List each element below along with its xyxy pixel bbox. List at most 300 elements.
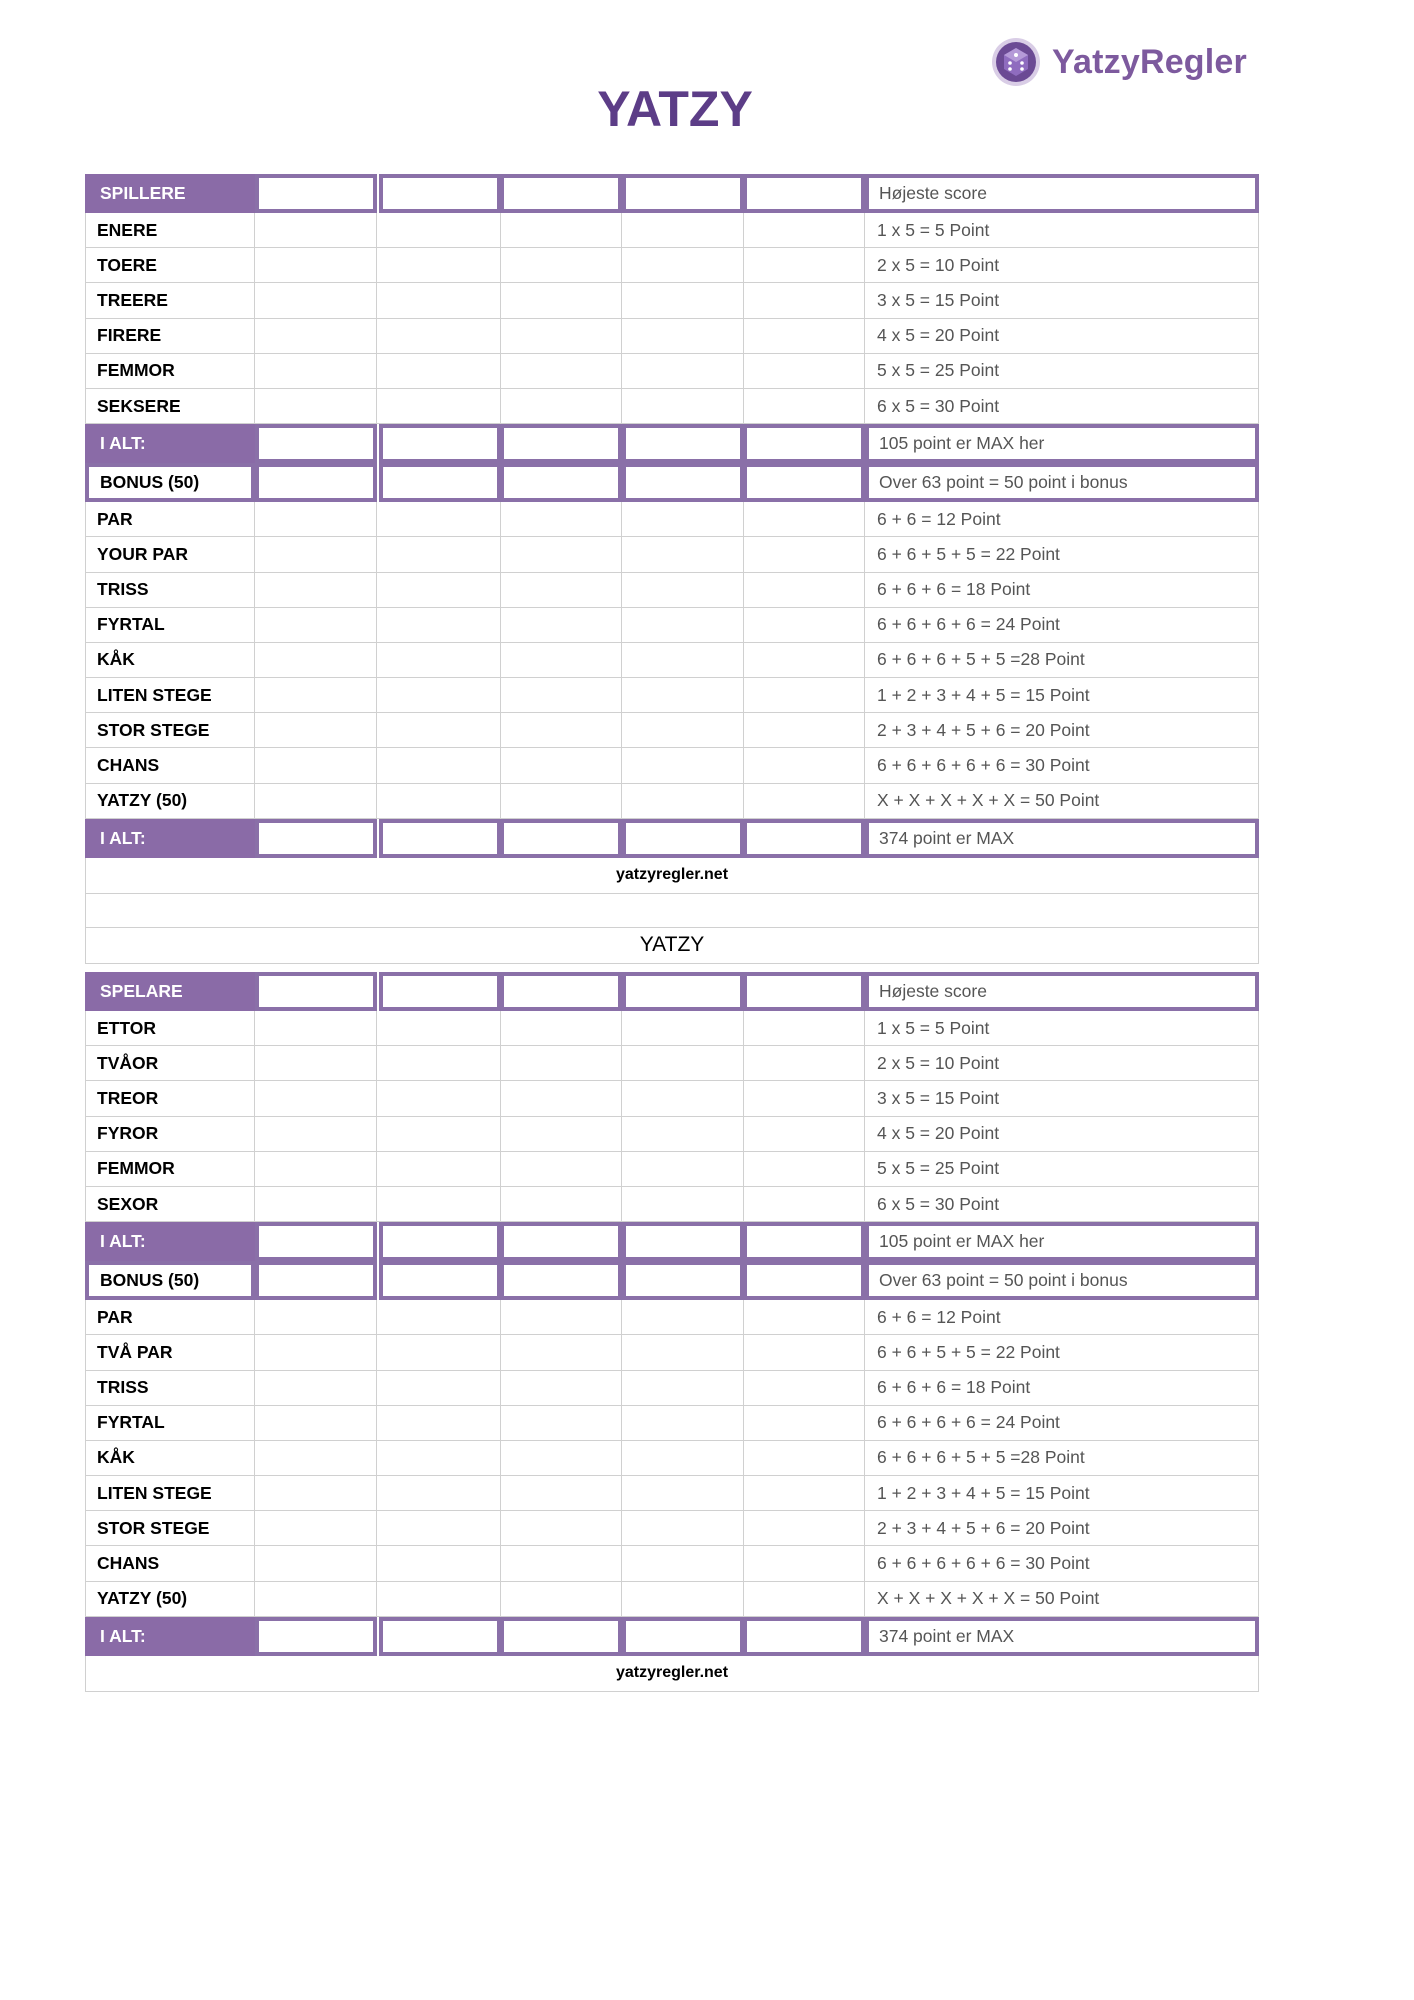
- row-note: Over 63 point = 50 point i bonus: [865, 1261, 1259, 1300]
- player-3-cell[interactable]: [500, 354, 622, 388]
- player-5-cell[interactable]: [743, 643, 865, 677]
- player-1-cell[interactable]: [255, 1511, 377, 1545]
- player-3-cell[interactable]: [500, 1546, 622, 1580]
- score-row: [85, 1476, 1259, 1511]
- player-5-cell[interactable]: [743, 713, 865, 747]
- player-4-cell[interactable]: [622, 424, 744, 463]
- row-note: 6 + 6 = 12 Point: [865, 502, 1259, 536]
- row-label: SPELARE: [85, 972, 255, 1011]
- player-5-cell[interactable]: [743, 1511, 865, 1545]
- row-label: FYRTAL: [85, 608, 255, 642]
- player-1-cell[interactable]: [255, 424, 377, 463]
- row-note: 4 x 5 = 20 Point: [865, 319, 1259, 353]
- row-note: 6 + 6 + 6 + 6 = 24 Point: [865, 608, 1259, 642]
- player-2-cell[interactable]: [379, 1546, 501, 1580]
- player-3-cell[interactable]: [500, 1582, 622, 1616]
- player-3-cell[interactable]: [500, 1300, 622, 1334]
- player-5-cell[interactable]: [743, 174, 865, 213]
- player-3-cell[interactable]: [500, 573, 622, 607]
- row-note: 6 + 6 = 12 Point: [865, 1300, 1259, 1334]
- player-1-cell[interactable]: [255, 748, 377, 782]
- score-row: [85, 1371, 1259, 1406]
- player-3-cell[interactable]: [500, 1511, 622, 1545]
- row-label: YATZY (50): [85, 1582, 255, 1616]
- player-2-cell[interactable]: [379, 248, 501, 282]
- player-2-cell[interactable]: [379, 1335, 501, 1369]
- player-2-cell[interactable]: [379, 748, 501, 782]
- row-note: 2 x 5 = 10 Point: [865, 1046, 1259, 1080]
- player-5-cell[interactable]: [743, 1617, 865, 1656]
- row-label: ETTOR: [85, 1011, 255, 1045]
- row-label: TRISS: [85, 1371, 255, 1405]
- player-3-cell[interactable]: [500, 1187, 622, 1221]
- player-5-cell[interactable]: [743, 573, 865, 607]
- row-note: 2 + 3 + 4 + 5 + 6 = 20 Point: [865, 713, 1259, 747]
- player-4-cell[interactable]: [622, 213, 744, 247]
- row-label: BONUS (50): [85, 463, 255, 502]
- row-note: X + X + X + X + X = 50 Point: [865, 784, 1259, 818]
- player-3-cell[interactable]: [500, 537, 622, 571]
- player-4-cell[interactable]: [622, 1011, 744, 1045]
- player-5-cell[interactable]: [743, 1261, 865, 1300]
- player-1-cell[interactable]: [255, 819, 377, 858]
- player-2-cell[interactable]: [379, 1117, 501, 1151]
- player-1-cell[interactable]: [255, 1546, 377, 1580]
- player-4-cell[interactable]: [622, 678, 744, 712]
- player-3-cell[interactable]: [500, 213, 622, 247]
- player-1-cell[interactable]: [255, 1222, 377, 1261]
- player-3-cell[interactable]: [500, 1476, 622, 1510]
- row-label: TVÅOR: [85, 1046, 255, 1080]
- player-3-cell[interactable]: [500, 678, 622, 712]
- player-5-cell[interactable]: [743, 1300, 865, 1334]
- player-3-cell[interactable]: [500, 1261, 622, 1300]
- player-2-cell[interactable]: [379, 1152, 501, 1186]
- score-row: [85, 1441, 1259, 1476]
- players-header-row: [85, 972, 1259, 1011]
- player-5-cell[interactable]: [743, 819, 865, 858]
- player-3-cell[interactable]: [500, 502, 622, 536]
- player-3-cell[interactable]: [500, 819, 622, 858]
- player-3-cell[interactable]: [500, 608, 622, 642]
- row-note: X + X + X + X + X = 50 Point: [865, 1582, 1259, 1616]
- player-1-cell[interactable]: [255, 463, 377, 502]
- row-label: CHANS: [85, 748, 255, 782]
- player-4-cell[interactable]: [622, 1617, 744, 1656]
- player-5-cell[interactable]: [743, 1546, 865, 1580]
- total-row: [85, 819, 1259, 858]
- player-1-cell[interactable]: [255, 389, 377, 423]
- player-1-cell[interactable]: [255, 1117, 377, 1151]
- row-note: 5 x 5 = 25 Point: [865, 354, 1259, 388]
- player-3-cell[interactable]: [500, 424, 622, 463]
- player-3-cell[interactable]: [500, 784, 622, 818]
- player-5-cell[interactable]: [743, 1371, 865, 1405]
- player-2-cell[interactable]: [379, 502, 501, 536]
- player-2-cell[interactable]: [379, 283, 501, 317]
- row-note: 6 + 6 + 6 + 5 + 5 =28 Point: [865, 1441, 1259, 1475]
- player-1-cell[interactable]: [255, 213, 377, 247]
- player-2-cell[interactable]: [379, 174, 501, 213]
- footer-url: yatzyregler.net: [85, 858, 1259, 894]
- player-4-cell[interactable]: [622, 1081, 744, 1115]
- row-label: SPILLERE: [85, 174, 255, 213]
- player-3-cell[interactable]: [500, 1011, 622, 1045]
- player-1-cell[interactable]: [255, 502, 377, 536]
- player-5-cell[interactable]: [743, 1117, 865, 1151]
- row-label: CHANS: [85, 1546, 255, 1580]
- row-label: I ALT:: [85, 819, 255, 858]
- player-5-cell[interactable]: [743, 389, 865, 423]
- player-2-cell[interactable]: [379, 1406, 501, 1440]
- score-row: [85, 1335, 1259, 1370]
- player-5-cell[interactable]: [743, 1476, 865, 1510]
- player-1-cell[interactable]: [255, 1081, 377, 1115]
- player-4-cell[interactable]: [622, 1046, 744, 1080]
- row-label: KÅK: [85, 643, 255, 677]
- row-label: BONUS (50): [85, 1261, 255, 1300]
- row-note: 6 + 6 + 6 + 5 + 5 =28 Point: [865, 643, 1259, 677]
- subtotal-row: [85, 424, 1259, 463]
- player-1-cell[interactable]: [255, 1300, 377, 1334]
- row-note: 3 x 5 = 15 Point: [865, 1081, 1259, 1115]
- row-label: ENERE: [85, 213, 255, 247]
- player-1-cell[interactable]: [255, 283, 377, 317]
- player-4-cell[interactable]: [622, 354, 744, 388]
- player-5-cell[interactable]: [743, 354, 865, 388]
- player-4-cell[interactable]: [622, 174, 744, 213]
- player-4-cell[interactable]: [622, 1222, 744, 1261]
- player-5-cell[interactable]: [743, 1187, 865, 1221]
- player-2-cell[interactable]: [379, 1046, 501, 1080]
- player-3-cell[interactable]: [500, 389, 622, 423]
- score-row: [85, 1582, 1259, 1617]
- player-3-cell[interactable]: [500, 1081, 622, 1115]
- player-2-cell[interactable]: [379, 643, 501, 677]
- player-3-cell[interactable]: [500, 1117, 622, 1151]
- player-2-cell[interactable]: [379, 463, 501, 502]
- player-5-cell[interactable]: [743, 248, 865, 282]
- player-5-cell[interactable]: [743, 319, 865, 353]
- score-row: [85, 502, 1259, 537]
- player-4-cell[interactable]: [622, 748, 744, 782]
- player-4-cell[interactable]: [622, 1261, 744, 1300]
- score-row: [85, 537, 1259, 572]
- player-3-cell[interactable]: [500, 1441, 622, 1475]
- player-2-cell[interactable]: [379, 784, 501, 818]
- score-sheet-1: [85, 174, 1259, 964]
- player-5-cell[interactable]: [743, 424, 865, 463]
- player-4-cell[interactable]: [622, 1187, 744, 1221]
- score-row: [85, 354, 1259, 389]
- row-label: KÅK: [85, 1441, 255, 1475]
- player-4-cell[interactable]: [622, 972, 744, 1011]
- score-row: [85, 1546, 1259, 1581]
- player-4-cell[interactable]: [622, 1152, 744, 1186]
- player-1-cell[interactable]: [255, 537, 377, 571]
- player-2-cell[interactable]: [379, 1582, 501, 1616]
- score-row: [85, 713, 1259, 748]
- row-label: LITEN STEGE: [85, 678, 255, 712]
- player-2-cell[interactable]: [379, 537, 501, 571]
- score-sheet-2: [85, 972, 1259, 1692]
- player-2-cell[interactable]: [379, 1011, 501, 1045]
- player-5-cell[interactable]: [743, 283, 865, 317]
- score-row: [85, 1511, 1259, 1546]
- score-row: [85, 1081, 1259, 1116]
- row-note: 2 + 3 + 4 + 5 + 6 = 20 Point: [865, 1511, 1259, 1545]
- player-3-cell[interactable]: [500, 174, 622, 213]
- row-label: I ALT:: [85, 1617, 255, 1656]
- row-label: TOERE: [85, 248, 255, 282]
- player-1-cell[interactable]: [255, 1441, 377, 1475]
- player-2-cell[interactable]: [379, 608, 501, 642]
- player-5-cell[interactable]: [743, 1222, 865, 1261]
- player-1-cell[interactable]: [255, 1187, 377, 1221]
- player-1-cell[interactable]: [255, 1406, 377, 1440]
- score-row: [85, 678, 1259, 713]
- player-1-cell[interactable]: [255, 1476, 377, 1510]
- player-2-cell[interactable]: [379, 424, 501, 463]
- row-note: Højeste score: [865, 972, 1259, 1011]
- row-label: SEXOR: [85, 1187, 255, 1221]
- score-row: [85, 643, 1259, 678]
- player-5-cell[interactable]: [743, 213, 865, 247]
- player-2-cell[interactable]: [379, 389, 501, 423]
- player-4-cell[interactable]: [622, 1582, 744, 1616]
- player-4-cell[interactable]: [622, 463, 744, 502]
- row-note: 3 x 5 = 15 Point: [865, 283, 1259, 317]
- bonus-row: [85, 463, 1259, 502]
- player-2-cell[interactable]: [379, 1187, 501, 1221]
- player-5-cell[interactable]: [743, 1335, 865, 1369]
- player-5-cell[interactable]: [743, 1582, 865, 1616]
- player-4-cell[interactable]: [622, 643, 744, 677]
- player-3-cell[interactable]: [500, 1371, 622, 1405]
- player-3-cell[interactable]: [500, 1406, 622, 1440]
- score-row: [85, 283, 1259, 318]
- player-4-cell[interactable]: [622, 1511, 744, 1545]
- player-5-cell[interactable]: [743, 678, 865, 712]
- brand-name: YatzyRegler: [1052, 42, 1247, 81]
- row-note: 6 + 6 + 5 + 5 = 22 Point: [865, 1335, 1259, 1369]
- player-2-cell[interactable]: [379, 1261, 501, 1300]
- player-1-cell[interactable]: [255, 1617, 377, 1656]
- row-note: 374 point er MAX: [865, 1617, 1259, 1656]
- player-4-cell[interactable]: [622, 248, 744, 282]
- player-1-cell[interactable]: [255, 248, 377, 282]
- player-3-cell[interactable]: [500, 1152, 622, 1186]
- row-note: 6 + 6 + 6 = 18 Point: [865, 573, 1259, 607]
- row-label: I ALT:: [85, 424, 255, 463]
- score-row: [85, 248, 1259, 283]
- player-1-cell[interactable]: [255, 1261, 377, 1300]
- row-label: STOR STEGE: [85, 1511, 255, 1545]
- score-row: [85, 1406, 1259, 1441]
- player-2-cell[interactable]: [379, 354, 501, 388]
- player-3-cell[interactable]: [500, 248, 622, 282]
- player-4-cell[interactable]: [622, 1406, 744, 1440]
- player-1-cell[interactable]: [255, 1046, 377, 1080]
- player-4-cell[interactable]: [622, 319, 744, 353]
- player-3-cell[interactable]: [500, 1222, 622, 1261]
- row-label: FEMMOR: [85, 1152, 255, 1186]
- score-row: [85, 748, 1259, 783]
- player-2-cell[interactable]: [379, 1617, 501, 1656]
- row-note: 374 point er MAX: [865, 819, 1259, 858]
- row-label: FIRERE: [85, 319, 255, 353]
- row-label: FEMMOR: [85, 354, 255, 388]
- player-5-cell[interactable]: [743, 972, 865, 1011]
- row-note: 105 point er MAX her: [865, 1222, 1259, 1261]
- player-4-cell[interactable]: [622, 713, 744, 747]
- player-5-cell[interactable]: [743, 1152, 865, 1186]
- player-3-cell[interactable]: [500, 972, 622, 1011]
- player-1-cell[interactable]: [255, 1335, 377, 1369]
- player-3-cell[interactable]: [500, 1046, 622, 1080]
- score-row: [85, 389, 1259, 424]
- player-2-cell[interactable]: [379, 1476, 501, 1510]
- player-1-cell[interactable]: [255, 573, 377, 607]
- player-4-cell[interactable]: [622, 608, 744, 642]
- player-4-cell[interactable]: [622, 537, 744, 571]
- player-5-cell[interactable]: [743, 502, 865, 536]
- row-note: Over 63 point = 50 point i bonus: [865, 463, 1259, 502]
- subtotal-row: [85, 1222, 1259, 1261]
- player-2-cell[interactable]: [379, 1511, 501, 1545]
- player-1-cell[interactable]: [255, 1152, 377, 1186]
- player-1-cell[interactable]: [255, 678, 377, 712]
- row-note: 1 x 5 = 5 Point: [865, 213, 1259, 247]
- player-2-cell[interactable]: [379, 1222, 501, 1261]
- player-2-cell[interactable]: [379, 213, 501, 247]
- row-note: Højeste score: [865, 174, 1259, 213]
- player-4-cell[interactable]: [622, 502, 744, 536]
- row-label: LITEN STEGE: [85, 1476, 255, 1510]
- player-4-cell[interactable]: [622, 1476, 744, 1510]
- row-note: 2 x 5 = 10 Point: [865, 248, 1259, 282]
- player-3-cell[interactable]: [500, 463, 622, 502]
- score-row: [85, 1117, 1259, 1152]
- page-title: YATZY: [597, 81, 753, 137]
- score-row: [85, 1011, 1259, 1046]
- player-4-cell[interactable]: [622, 1117, 744, 1151]
- player-3-cell[interactable]: [500, 1617, 622, 1656]
- player-3-cell[interactable]: [500, 748, 622, 782]
- row-note: 1 + 2 + 3 + 4 + 5 = 15 Point: [865, 1476, 1259, 1510]
- row-label: TREOR: [85, 1081, 255, 1115]
- score-row: [85, 608, 1259, 643]
- player-5-cell[interactable]: [743, 1046, 865, 1080]
- player-2-cell[interactable]: [379, 1081, 501, 1115]
- player-2-cell[interactable]: [379, 678, 501, 712]
- row-label: TVÅ PAR: [85, 1335, 255, 1369]
- row-label: FYRTAL: [85, 1406, 255, 1440]
- player-3-cell[interactable]: [500, 319, 622, 353]
- score-row: [85, 1187, 1259, 1222]
- row-note: 6 x 5 = 30 Point: [865, 389, 1259, 423]
- row-label: SEKSERE: [85, 389, 255, 423]
- row-label: I ALT:: [85, 1222, 255, 1261]
- player-1-cell[interactable]: [255, 354, 377, 388]
- player-4-cell[interactable]: [622, 1300, 744, 1334]
- player-2-cell[interactable]: [379, 1300, 501, 1334]
- score-row: [85, 1300, 1259, 1335]
- row-label: FYROR: [85, 1117, 255, 1151]
- player-4-cell[interactable]: [622, 573, 744, 607]
- player-2-cell[interactable]: [379, 972, 501, 1011]
- player-2-cell[interactable]: [379, 1441, 501, 1475]
- bonus-row: [85, 1261, 1259, 1300]
- row-label: TRISS: [85, 573, 255, 607]
- row-note: 1 + 2 + 3 + 4 + 5 = 15 Point: [865, 678, 1259, 712]
- player-2-cell[interactable]: [379, 819, 501, 858]
- player-5-cell[interactable]: [743, 463, 865, 502]
- row-label: YATZY (50): [85, 784, 255, 818]
- player-5-cell[interactable]: [743, 1406, 865, 1440]
- player-1-cell[interactable]: [255, 1011, 377, 1045]
- player-4-cell[interactable]: [622, 1335, 744, 1369]
- total-row: [85, 1617, 1259, 1656]
- section-title: YATZY: [85, 928, 1259, 964]
- score-row: [85, 319, 1259, 354]
- player-1-cell[interactable]: [255, 319, 377, 353]
- player-5-cell[interactable]: [743, 1011, 865, 1045]
- player-4-cell[interactable]: [622, 283, 744, 317]
- player-4-cell[interactable]: [622, 1546, 744, 1580]
- score-row: [85, 1152, 1259, 1187]
- player-1-cell[interactable]: [255, 1582, 377, 1616]
- player-3-cell[interactable]: [500, 1335, 622, 1369]
- row-label: YOUR PAR: [85, 537, 255, 571]
- player-4-cell[interactable]: [622, 389, 744, 423]
- player-1-cell[interactable]: [255, 174, 377, 213]
- player-1-cell[interactable]: [255, 972, 377, 1011]
- player-1-cell[interactable]: [255, 1371, 377, 1405]
- score-row: [85, 573, 1259, 608]
- player-2-cell[interactable]: [379, 713, 501, 747]
- player-3-cell[interactable]: [500, 283, 622, 317]
- footer-url: yatzyregler.net: [85, 1656, 1259, 1692]
- player-1-cell[interactable]: [255, 713, 377, 747]
- row-note: 6 + 6 + 5 + 5 = 22 Point: [865, 537, 1259, 571]
- player-5-cell[interactable]: [743, 748, 865, 782]
- player-5-cell[interactable]: [743, 537, 865, 571]
- player-3-cell[interactable]: [500, 713, 622, 747]
- row-note: 1 x 5 = 5 Point: [865, 1011, 1259, 1045]
- player-5-cell[interactable]: [743, 1441, 865, 1475]
- player-1-cell[interactable]: [255, 608, 377, 642]
- player-4-cell[interactable]: [622, 1371, 744, 1405]
- player-2-cell[interactable]: [379, 573, 501, 607]
- player-1-cell[interactable]: [255, 784, 377, 818]
- spacer-row: [85, 894, 1259, 928]
- player-5-cell[interactable]: [743, 1081, 865, 1115]
- player-4-cell[interactable]: [622, 784, 744, 818]
- player-5-cell[interactable]: [743, 608, 865, 642]
- player-5-cell[interactable]: [743, 784, 865, 818]
- row-label: STOR STEGE: [85, 713, 255, 747]
- row-note: 105 point er MAX her: [865, 424, 1259, 463]
- player-3-cell[interactable]: [500, 643, 622, 677]
- player-1-cell[interactable]: [255, 643, 377, 677]
- player-2-cell[interactable]: [379, 319, 501, 353]
- player-2-cell[interactable]: [379, 1371, 501, 1405]
- row-label: PAR: [85, 502, 255, 536]
- player-4-cell[interactable]: [622, 1441, 744, 1475]
- row-note: 6 + 6 + 6 + 6 = 24 Point: [865, 1406, 1259, 1440]
- player-4-cell[interactable]: [622, 819, 744, 858]
